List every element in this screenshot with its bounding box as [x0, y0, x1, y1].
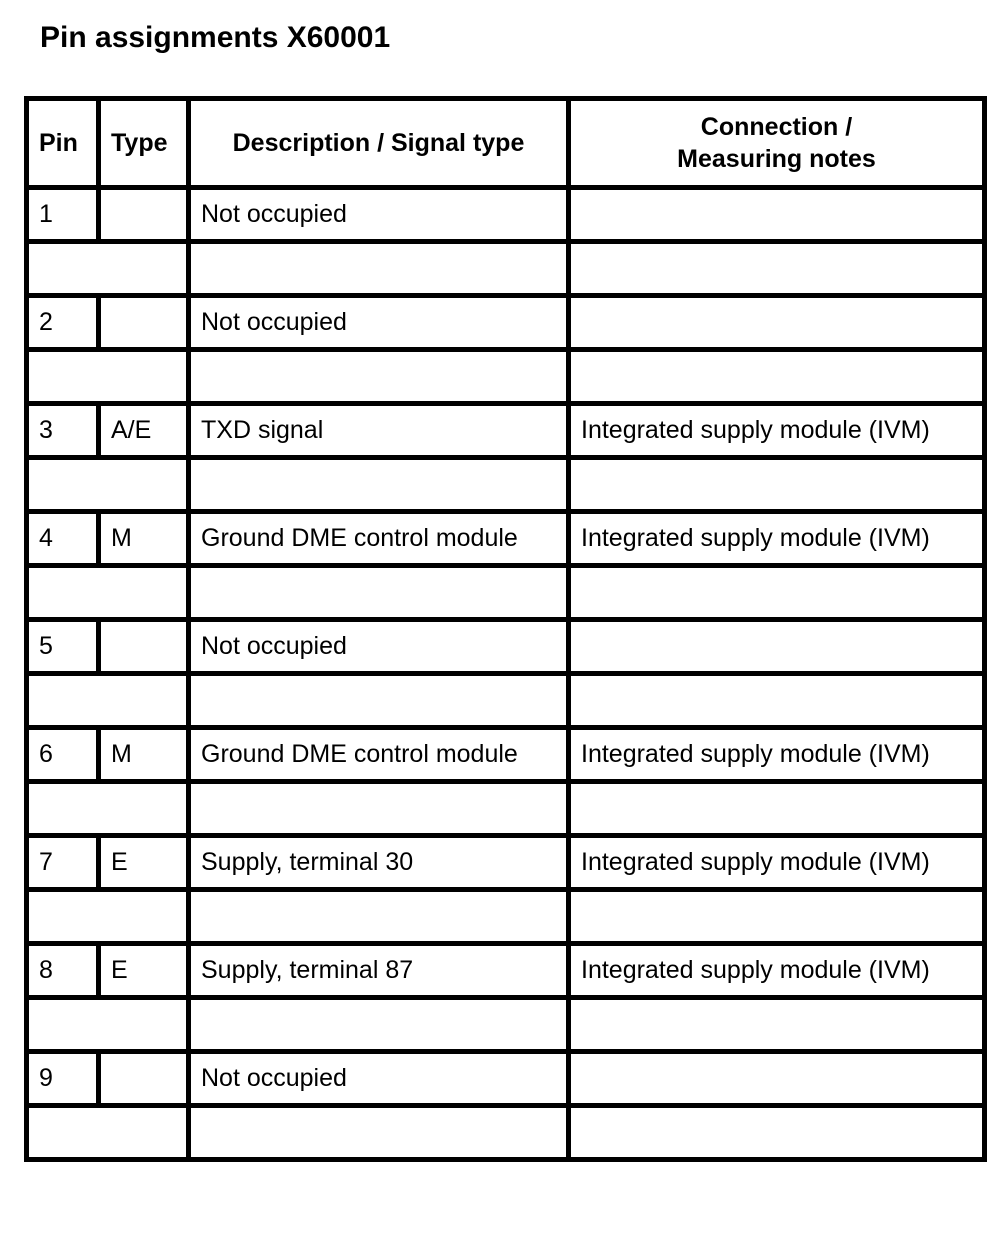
cell-type — [99, 296, 189, 350]
cell-connection: Integrated supply module (IVM) — [569, 836, 985, 890]
table-row — [27, 944, 985, 998]
spacer-cell-connection — [569, 350, 985, 404]
cell-description: Ground DME control module — [189, 512, 569, 566]
table-row — [27, 512, 985, 566]
cell-description: Not occupied — [189, 296, 569, 350]
header-connection — [569, 99, 985, 188]
table-spacer-row — [27, 1106, 985, 1160]
spacer-cell-pin-type — [27, 350, 189, 404]
cell-description: Not occupied — [189, 188, 569, 242]
spacer-cell-pin-type — [27, 242, 189, 296]
spacer-cell-connection — [569, 782, 985, 836]
cell-description: Ground DME control module — [189, 728, 569, 782]
table-row — [27, 728, 985, 782]
spacer-cell-pin-type — [27, 674, 189, 728]
table-spacer-row — [27, 782, 985, 836]
spacer-cell-description — [189, 1106, 569, 1160]
table-spacer-row — [27, 998, 985, 1052]
cell-type: A/E — [99, 404, 189, 458]
header-connection-line2: Measuring notes — [677, 145, 876, 173]
spacer-cell-pin-type — [27, 1106, 189, 1160]
cell-pin: 1 — [27, 188, 99, 242]
header-connection-line1: Connection / — [700, 113, 853, 141]
table-row — [27, 404, 985, 458]
spacer-cell-description — [189, 458, 569, 512]
table-row — [27, 1052, 985, 1106]
table-row — [27, 620, 985, 674]
spacer-cell-connection — [569, 1106, 985, 1160]
cell-type — [99, 620, 189, 674]
table-spacer-row — [27, 242, 985, 296]
spacer-cell-connection — [569, 242, 985, 296]
cell-type — [99, 1052, 189, 1106]
cell-pin: 7 — [27, 836, 99, 890]
cell-pin: 9 — [27, 1052, 99, 1106]
header-type: Type — [99, 99, 189, 188]
header-description: Description / Signal type — [189, 99, 569, 188]
spacer-cell-connection — [569, 458, 985, 512]
cell-connection — [569, 188, 985, 242]
cell-type: E — [99, 944, 189, 998]
spacer-cell-description — [189, 890, 569, 944]
spacer-cell-connection — [569, 890, 985, 944]
spacer-cell-connection — [569, 674, 985, 728]
cell-type: E — [99, 836, 189, 890]
table-header-row — [27, 99, 985, 188]
spacer-cell-description — [189, 782, 569, 836]
cell-connection: Integrated supply module (IVM) — [569, 512, 985, 566]
table-row — [27, 836, 985, 890]
spacer-cell-connection — [569, 566, 985, 620]
cell-connection — [569, 1052, 985, 1106]
table-spacer-row — [27, 350, 985, 404]
cell-description: TXD signal — [189, 404, 569, 458]
spacer-cell-connection — [569, 998, 985, 1052]
cell-connection: Integrated supply module (IVM) — [569, 404, 985, 458]
cell-pin: 6 — [27, 728, 99, 782]
cell-type: M — [99, 512, 189, 566]
cell-pin: 8 — [27, 944, 99, 998]
cell-description: Not occupied — [189, 1052, 569, 1106]
cell-type: M — [99, 728, 189, 782]
table-body — [27, 188, 985, 1160]
table-spacer-row — [27, 458, 985, 512]
cell-connection: Integrated supply module (IVM) — [569, 944, 985, 998]
cell-type — [99, 188, 189, 242]
spacer-cell-pin-type — [27, 566, 189, 620]
cell-description: Supply, terminal 30 — [189, 836, 569, 890]
table-spacer-row — [27, 674, 985, 728]
spacer-cell-description — [189, 350, 569, 404]
pin-assignment-table — [24, 96, 987, 1162]
spacer-cell-description — [189, 998, 569, 1052]
table-spacer-row — [27, 890, 985, 944]
spacer-cell-pin-type — [27, 890, 189, 944]
cell-connection — [569, 620, 985, 674]
table-row — [27, 188, 985, 242]
spacer-cell-description — [189, 566, 569, 620]
cell-pin: 3 — [27, 404, 99, 458]
spacer-cell-description — [189, 242, 569, 296]
spacer-cell-pin-type — [27, 998, 189, 1052]
page-title: Pin assignments X60001 — [40, 21, 391, 54]
table-row — [27, 296, 985, 350]
cell-description: Not occupied — [189, 620, 569, 674]
cell-connection — [569, 296, 985, 350]
table-spacer-row — [27, 566, 985, 620]
cell-description: Supply, terminal 87 — [189, 944, 569, 998]
header-pin: Pin — [27, 99, 99, 188]
cell-pin: 4 — [27, 512, 99, 566]
spacer-cell-pin-type — [27, 782, 189, 836]
spacer-cell-pin-type — [27, 458, 189, 512]
cell-pin: 2 — [27, 296, 99, 350]
cell-connection: Integrated supply module (IVM) — [569, 728, 985, 782]
cell-pin: 5 — [27, 620, 99, 674]
spacer-cell-description — [189, 674, 569, 728]
